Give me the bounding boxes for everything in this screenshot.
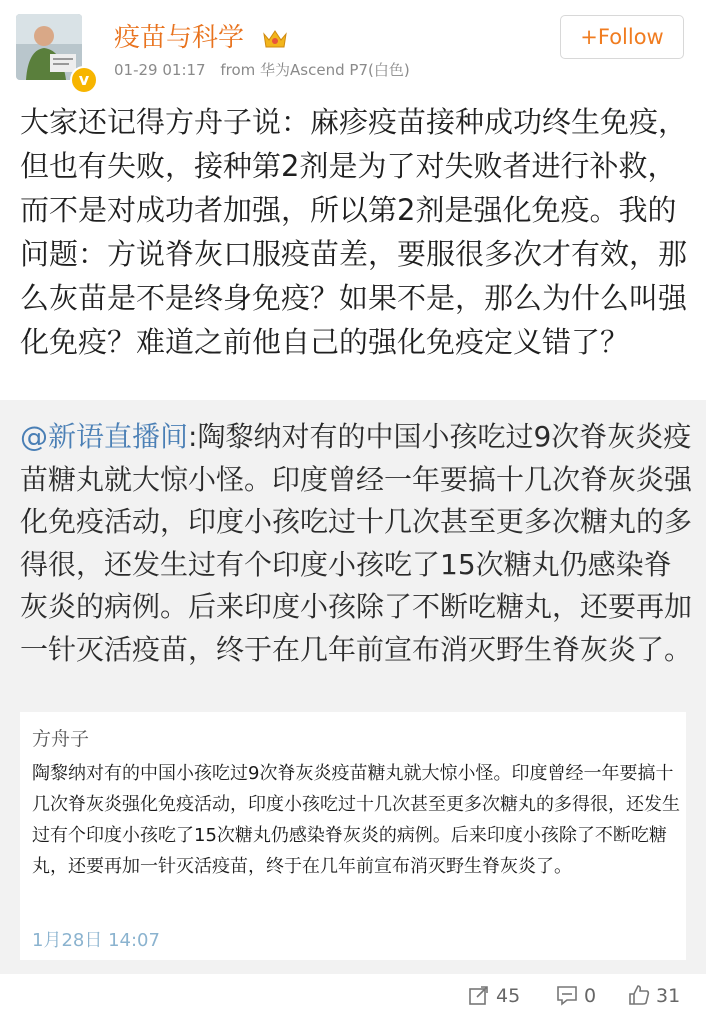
post-text: 大家还记得方舟子说：麻疹疫苗接种成功终生免疫，但也有失败，接种第2剂是为了对失败者进行补救，而不是对成功者加强，所以第2剂是强化免疫。我的问题：方说脊灰口服疫苗差，要服很多次才有效，那么灰苗是不是终身免疫？如果不是，那么为什么叫强化免疫？难道之前他自己的强化免疫定义错了？ <box>20 105 688 359</box>
repost-button[interactable] <box>468 982 520 1010</box>
repost-body: :陶黎纳对有的中国小孩吃过9次脊灰炎疫苗糖丸就大惊小怪。印度曾经一年要搞十几次脊灰炎强化免疫活动，印度小孩吃过十几次甚至更多次糖丸的多得很，还发生过有个印度小孩吃了15次糖丸仍感染脊灰炎的病例。后来印度小孩除了不断吃糖丸，还要再加一针灭活疫苗，终于在几年前宣布消灭野生脊灰炎了。 <box>20 420 693 666</box>
crown-icon <box>262 28 288 50</box>
comment-count: 0 <box>584 985 597 1007</box>
avatar[interactable] <box>16 14 82 80</box>
comment-icon <box>556 984 578 1006</box>
avatar-photo <box>16 14 82 80</box>
post-meta <box>114 60 420 80</box>
verified-badge-icon: v <box>70 66 98 94</box>
mention-link[interactable]: @新语直播间 <box>20 420 189 453</box>
quoted-time: 1月28日 14:07 <box>32 930 160 951</box>
post-source: from 华为Ascend P7(白色) <box>220 61 410 79</box>
comment-button[interactable] <box>556 982 596 1010</box>
repost-text <box>20 416 692 672</box>
post-header <box>0 0 706 96</box>
repost-icon <box>468 984 490 1006</box>
username[interactable]: 疫苗与科学 <box>114 23 245 53</box>
action-bar <box>0 974 706 1018</box>
like-button[interactable] <box>628 982 680 1010</box>
quoted-text: 陶黎纳对有的中国小孩吃过9次脊灰炎疫苗糖丸就大惊小怪。印度曾经一年要搞十几次脊灰炎强化免疫活动，印度小孩吃过十几次甚至更多次糖丸的多得很，还发生过有个印度小孩吃了15次糖丸仍感染脊灰炎的病例。后来印度小孩除了不断吃糖丸，还要再加一针灭活疫苗，终于在几年前宣布消灭野生脊灰炎了。 <box>32 763 680 877</box>
thumbs-up-icon <box>628 984 650 1006</box>
post-time: 01-29 01:17 <box>114 61 206 79</box>
quoted-author: 方舟子 <box>32 728 90 750</box>
repost-count: 45 <box>496 985 521 1007</box>
follow-button[interactable]: +Follow <box>560 15 684 59</box>
like-count: 31 <box>656 985 681 1007</box>
